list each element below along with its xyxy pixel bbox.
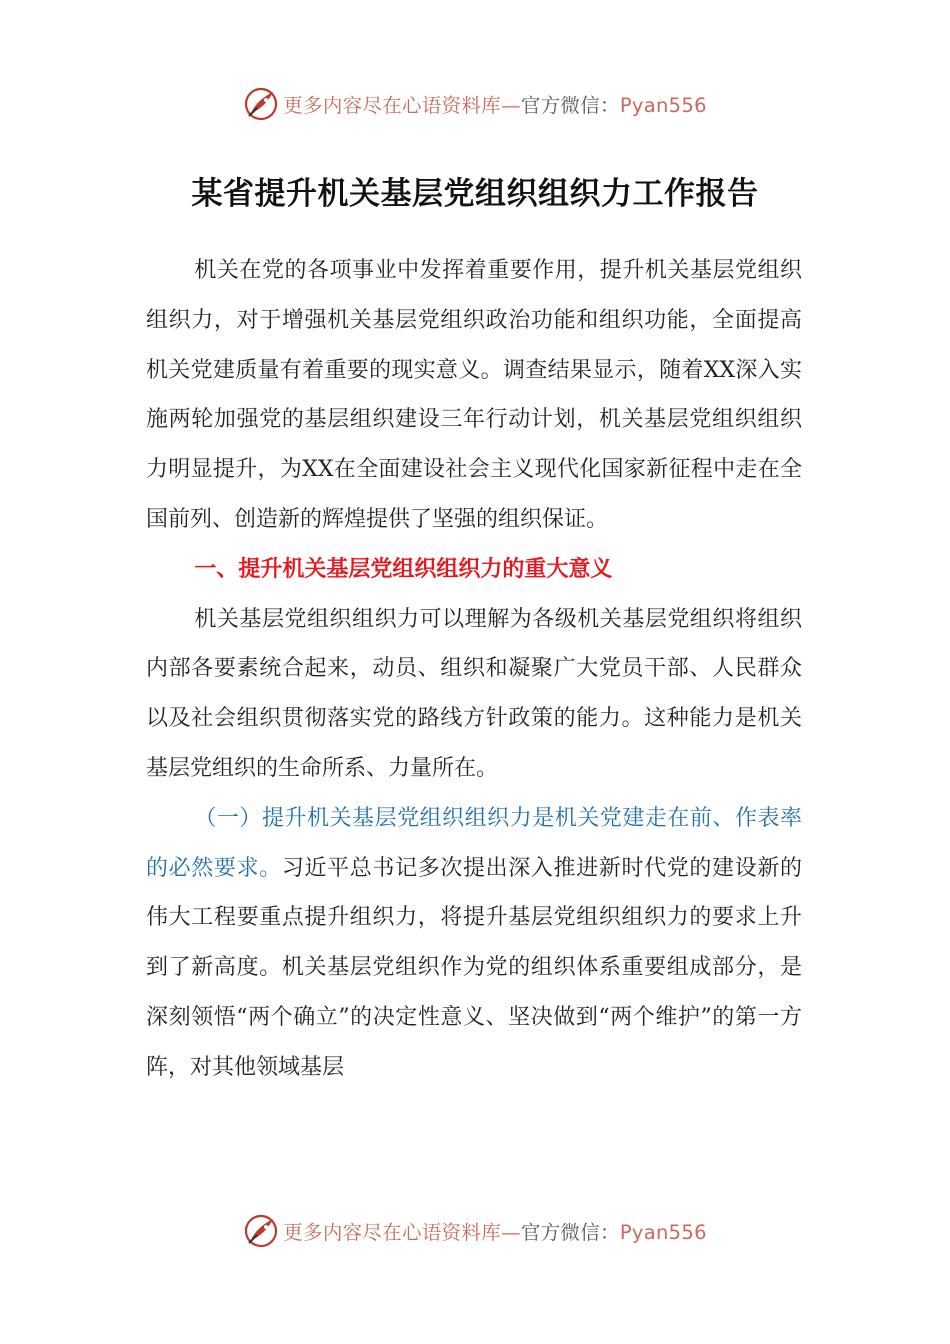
paragraph-intro: 机关在党的各项事业中发挥着重要作用，提升机关基层党组织组织力，对于增强机关基层党组织政治功能和组织功能，全面提高机关党建质量有着重要的现实意义。调查结果显示，随着XX深入实施两轮加强党的基层组织建设三年行动计划，机关基层党组织组织力明显提升，为XX在全面建设社会主义现代化国家新征程中走在全国前列、创造新的辉煌提供了坚强的组织保证。 bbox=[146, 258, 802, 532]
footer-watermark-banner bbox=[0, 1211, 950, 1251]
document-body bbox=[146, 246, 802, 1093]
paragraph-subsection-1 bbox=[146, 794, 802, 1093]
subsection-1-text: 习近平总书记多次提出深入推进新时代党的建设新的伟大工程要重点提升组织力，将提升基层党组织组织力的要求上升到了新高度。机关基层党组织作为党的组织体系重要组成部分，是深刻领悟“两个确立”的决定性意义、坚决做到“两个维护”的第一方阵，对其他领域基层 bbox=[146, 855, 802, 1080]
subsection-heading-1: （一）提升机关基层党组织组织力是机关党建走在前、作表率的必然要求。 bbox=[146, 805, 802, 881]
quill-logo-icon bbox=[243, 1213, 279, 1249]
watermark-text: 更多内容尽在心语资料库—官方微信：Pyan556 bbox=[283, 94, 707, 117]
section-heading-1: 一、提升机关基层党组织组织力的重大意义 bbox=[194, 556, 613, 582]
paragraph-section-1: 机关基层党组织组织力可以理解为各级机关基层党组织将组织内部各要素统合起来，动员、组织和凝聚广大党员干部、人民群众以及社会组织贯彻落实党的路线方针政策的能力。这种能力是机关基层党组织的生命所系、力量所在。 bbox=[146, 606, 802, 781]
document-title: 某省提升机关基层党组织组织力工作报告 bbox=[191, 176, 759, 212]
quill-logo-icon bbox=[243, 86, 279, 122]
header-watermark-banner bbox=[0, 84, 950, 124]
watermark-text: 更多内容尽在心语资料库—官方微信：Pyan556 bbox=[283, 1221, 707, 1244]
